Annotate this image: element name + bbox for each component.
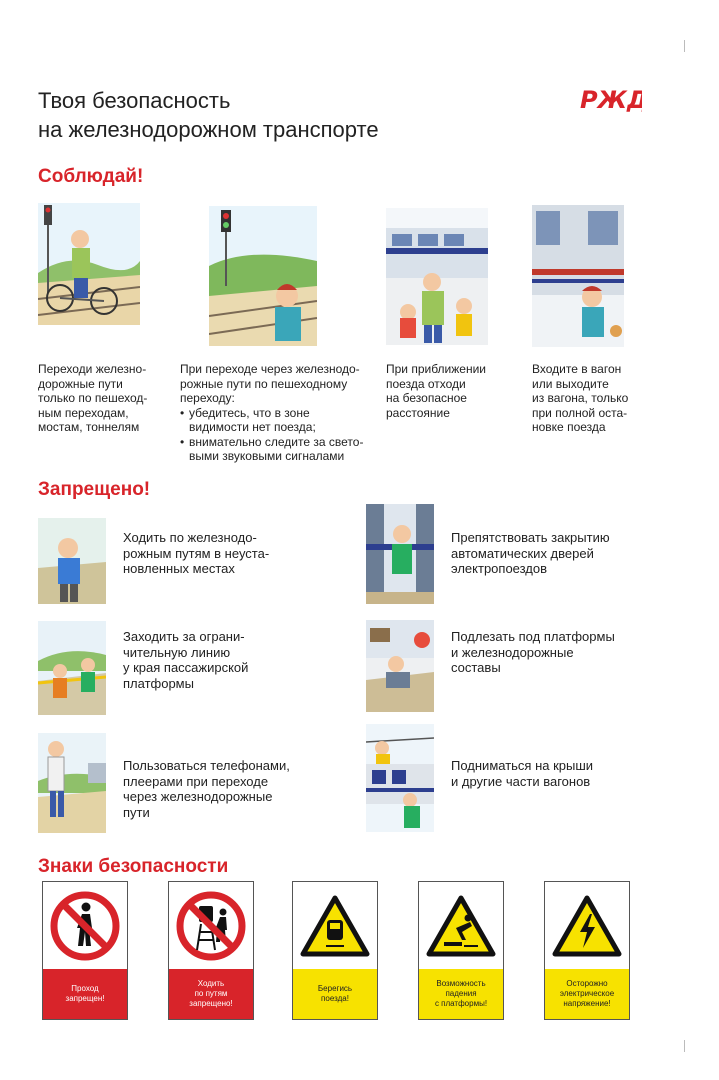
sign-fall-warning [418, 881, 504, 1020]
no-walking-on-tracks-icon [169, 882, 253, 969]
forbidden-text-5: Пользоваться телефонами, плеерами при переходе через железнодорожные пути [123, 758, 290, 820]
sign-label: Берегись поезда! [293, 969, 377, 1019]
forbidden-illustration-5 [38, 733, 106, 833]
comply-caption-4: Входите в вагон или выходите из вагона, только при полной оста- новке поезда [532, 362, 629, 434]
forbidden-text-1: Ходить по железнодо- рожным путям в неуста- новленных местах [123, 530, 270, 576]
forbidden-text-3: Заходить за ограни- чительную линию у края пассажирской платформы [123, 629, 249, 691]
comply-caption-1: Переходи железно- дорожные пути только по пешеход- ным переходам, мостам, тоннелям [38, 362, 148, 434]
crop-mark [672, 40, 685, 52]
sign-train-warning [292, 881, 378, 1020]
bullet-item: • внимательно следите за свето- выми звуковыми сигналами [180, 435, 380, 464]
sign-label: Осторожно электрическое напряжение! [545, 969, 629, 1019]
rzd-logo [578, 84, 642, 114]
forbidden-illustration-1 [38, 518, 106, 604]
comply-caption-3: При приближении поезда отходи на безопасное расстояние [386, 362, 486, 420]
sign-no-pedestrian [42, 881, 128, 1020]
comply-heading: Соблюдай! [38, 166, 144, 187]
comply-caption-2: При переходе через железнодо- рожные пути по пешеходному переходу: • убедитесь, что в зоне видимости нет поезда; • внимательно следите за свето- выми звуковыми сигналами [180, 362, 380, 464]
bullet-item: • убедитесь, что в зоне видимости нет поезда; [180, 406, 380, 435]
sign-no-walking-on-tracks [168, 881, 254, 1020]
page-title: Твоя безопасность на железнодорожном транспорте [38, 88, 379, 142]
forbidden-heading: Запрещено! [38, 479, 151, 500]
fall-warning-icon [419, 882, 503, 969]
sign-label: Ходить по путям запрещено! [169, 969, 253, 1019]
comply-illustration-4 [532, 205, 624, 347]
forbidden-text-2: Препятствовать закрытию автоматических дверей электропоездов [451, 530, 610, 576]
signs-heading: Знаки безопасности [38, 856, 229, 877]
comply-illustration-2 [209, 206, 317, 346]
comply-illustration-1 [38, 203, 140, 325]
forbidden-illustration-2 [366, 504, 434, 604]
forbidden-illustration-3 [38, 621, 106, 715]
crop-mark [672, 1040, 685, 1052]
forbidden-illustration-6 [366, 724, 434, 832]
forbidden-text-6: Подниматься на крыши и другие части вагонов [451, 758, 594, 789]
forbidden-text-4: Подлезать под платформы и железнодорожные составы [451, 629, 615, 675]
comply-caption-2-bullets [180, 406, 380, 464]
comply-illustration-3 [386, 208, 488, 345]
forbidden-illustration-4 [366, 620, 434, 712]
no-pedestrian-icon [43, 882, 127, 969]
sign-label: Возможность падения с платформы! [419, 969, 503, 1019]
sign-high-voltage [544, 881, 630, 1020]
sign-label: Проход запрещен! [43, 969, 127, 1019]
svg-text:РЖД: РЖД [580, 86, 642, 114]
high-voltage-icon [545, 882, 629, 969]
train-warning-icon [293, 882, 377, 969]
